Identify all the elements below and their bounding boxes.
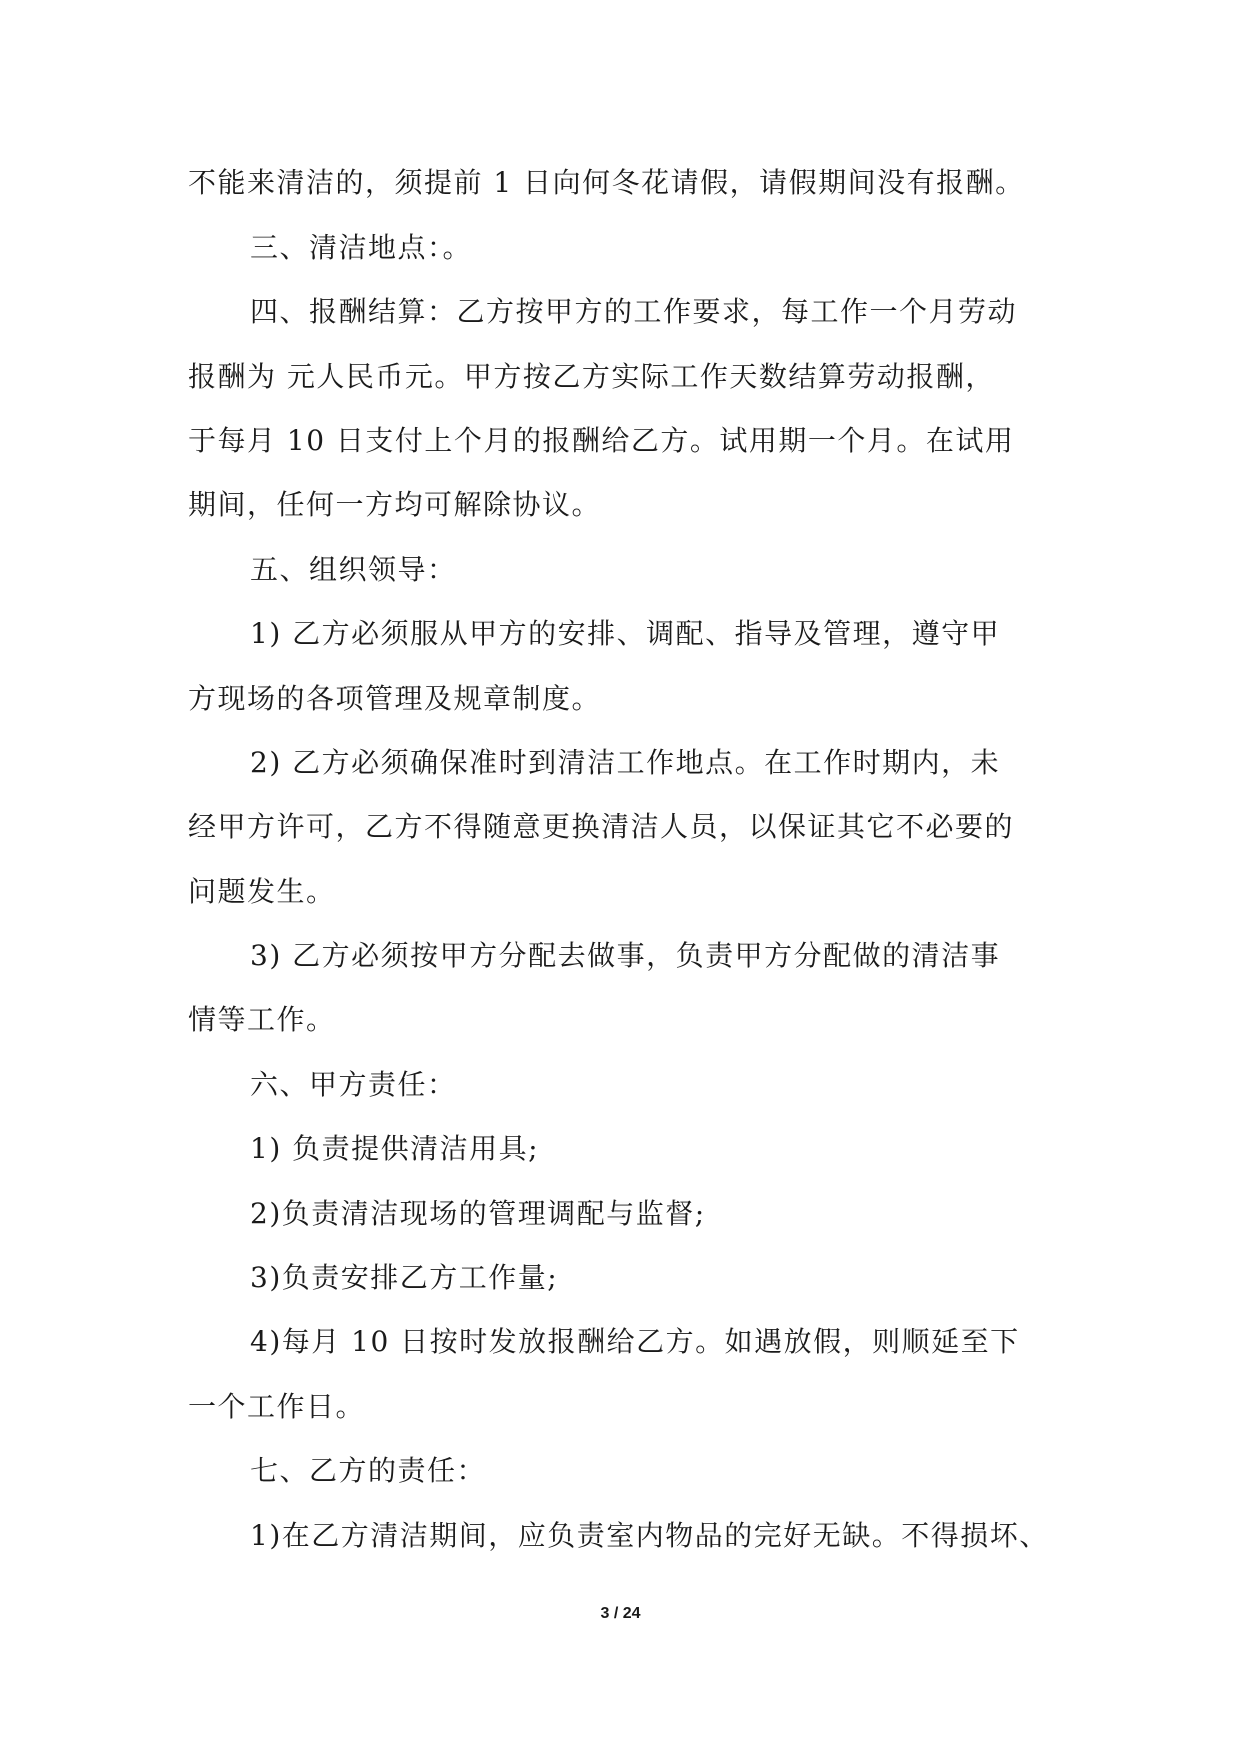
- list-item-7-1: 1)在乙方清洁期间，应负责室内物品的完好无缺。不得损坏、: [250, 1519, 1049, 1552]
- list-item-6-1: 1) 负责提供清洁用具;: [250, 1132, 540, 1165]
- section-heading-5: 五、组织领导：: [250, 553, 457, 586]
- body-text-line: 一个工作日。: [188, 1390, 366, 1423]
- body-text-line: 情等工作。: [188, 1003, 336, 1036]
- section-heading-4: 四、报酬结算：乙方按甲方的工作要求，每工作一个月劳动: [250, 295, 1018, 328]
- section-heading-7: 七、乙方的责任：: [250, 1454, 487, 1487]
- list-item-5-3: 3) 乙方必须按甲方分配去做事，负责甲方分配做的清洁事: [250, 939, 1001, 972]
- list-item-6-3: 3)负责安排乙方工作量;: [250, 1261, 559, 1294]
- list-item-5-2: 2) 乙方必须确保准时到清洁工作地点。在工作时期内，未: [250, 746, 1001, 779]
- body-text-line: 报酬为 元人民币元。甲方按乙方实际工作天数结算劳动报酬，: [188, 360, 995, 393]
- body-text-line: 期间，任何一方均可解除协议。: [188, 488, 602, 521]
- section-heading-3: 三、清洁地点：。: [250, 231, 473, 264]
- body-text-line: 问题发生。: [188, 875, 336, 908]
- section-heading-6: 六、甲方责任：: [250, 1068, 457, 1101]
- list-item-5-1: 1) 乙方必须服从甲方的安排、调配、指导及管理，遵守甲: [250, 617, 1001, 650]
- body-text-line: 经甲方许可，乙方不得随意更换清洁人员，以保证其它不必要的: [188, 810, 1015, 843]
- body-text-line: 于每月 10 日支付上个月的报酬给乙方。试用期一个月。在试用: [188, 424, 1015, 457]
- body-text-line: 不能来清洁的，须提前 1 日向何冬花请假，请假期间没有报酬。: [188, 166, 1025, 199]
- list-item-6-4: 4)每月 10 日按时发放报酬给乙方。如遇放假，则顺延至下: [250, 1325, 1020, 1358]
- list-item-6-2: 2)负责清洁现场的管理调配与监督;: [250, 1197, 706, 1230]
- page-number: 3 / 24: [600, 1605, 641, 1622]
- body-text-line: 方现场的各项管理及规章制度。: [188, 682, 602, 715]
